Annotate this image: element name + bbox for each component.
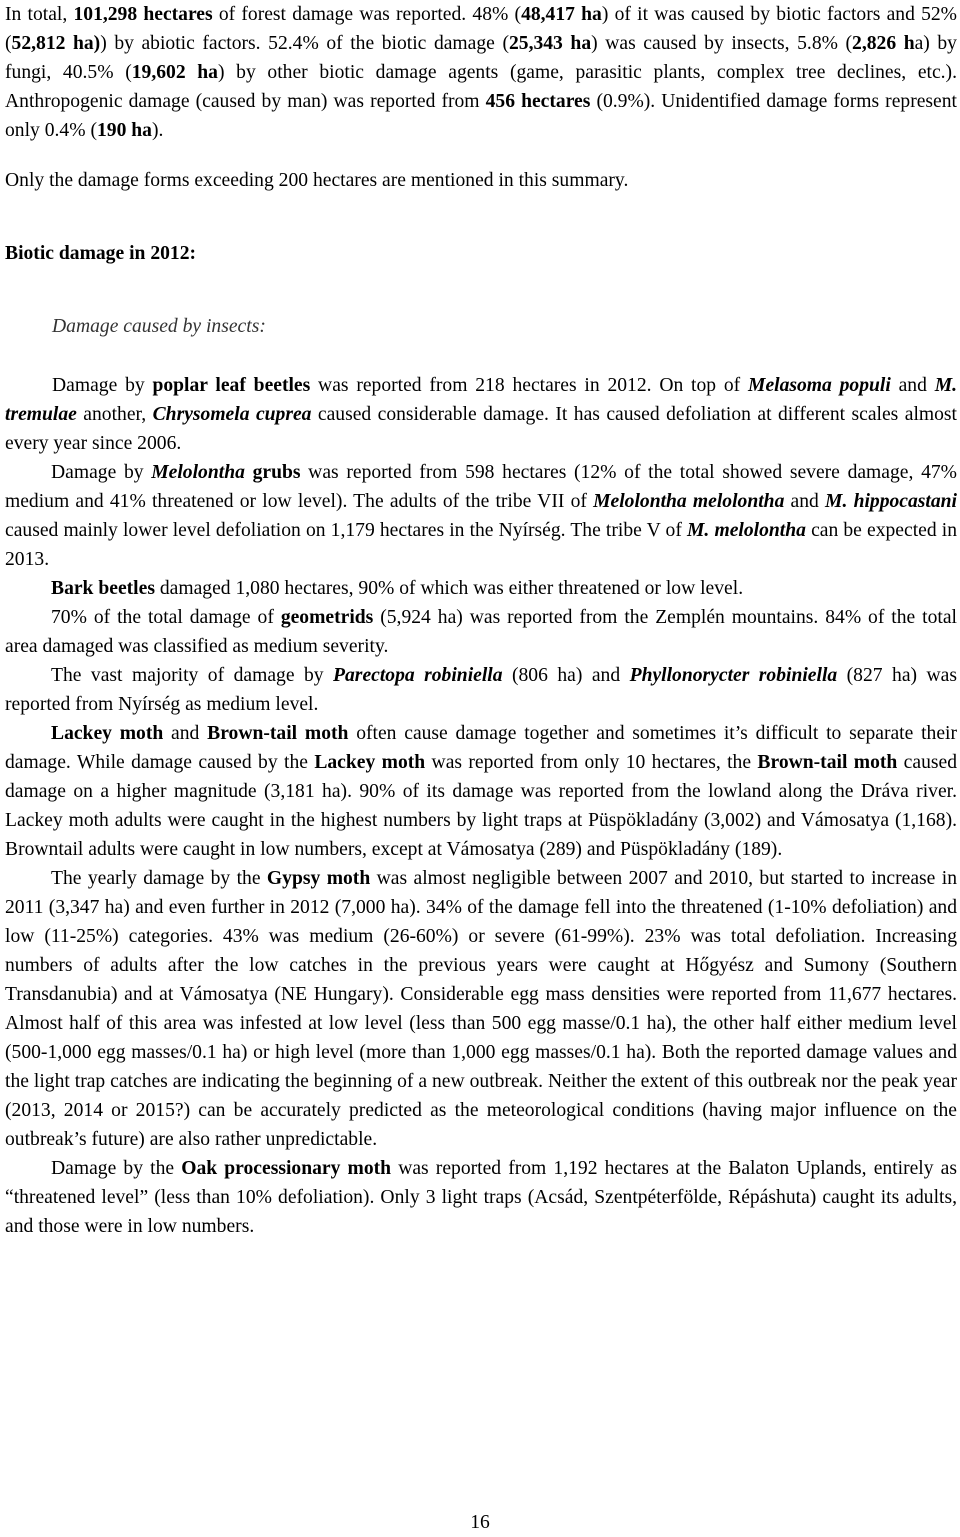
- page-number: 16: [470, 1512, 490, 1533]
- bark-beetles-paragraph: Bark beetles damaged 1,080 hectares, 90% of which was either threatened or low level.: [51, 578, 744, 599]
- text-run: M.: [934, 375, 958, 396]
- text-run: Brown-tail moth: [207, 723, 349, 744]
- section-heading: [5, 239, 957, 268]
- text-run: geometrids: [280, 607, 374, 628]
- text-run: Oak processionary moth: [181, 1158, 392, 1179]
- text-run: Bark beetles: [51, 578, 155, 599]
- sub-heading: Damage caused by insects:: [52, 316, 266, 337]
- text-run: grubs: [252, 462, 301, 483]
- poplar-leaf-beetles-paragraph: Damage by poplar leaf beetles was reported from 218 hectares in 2012. On top of Melasoma populi and M. tremulae another, Chrysomela cuprea caused considerable damage. It has caused defoliation at different scales almost every year since 2006.: [5, 375, 958, 454]
- geometrids-paragraph: 70% of the total damage of geometrids (5,924 ha) was reported from the Zemplén mountains. 84% of the total area damaged was classified as medium severity.: [5, 607, 957, 657]
- text-run: 48,417 ha: [521, 4, 602, 25]
- text-run: Lackey moth: [51, 723, 164, 744]
- text-run: Melasoma populi: [748, 375, 891, 396]
- gypsy-moth-paragraph: The yearly damage by the Gypsy moth was almost negligible between 2007 and 2010, but started to increase in 2011 (3,347 ha) and even further in 2012 (7,000 ha). 34% of the damage fell into the threatened (1-10% defoliation) and low (11-25%) categories. 43% was medium (26-60%) or severe (61-99%). 23% was total defoliation. Increasing numbers of adults after the low catches in the previous years were caught at Hőgyész and Sumony (Southern Transdanubia) and at Vámosatya (NE Hungary). Considerable egg mass densities were reported from 11,677 hectares. Almost half of this area was infested at low level (less than 500 egg masse/0.1 ha), the other half either medium level (500-1,000 egg masses/0.1 ha) or high level (more than 1,000 egg masses/0.1 ha). Both the reported damage values and the light trap catches are indicating the beginning of a new outbreak. Neither the extent of this outbreak nor the peak year (2013, 2014 or 2015?) can be accurately predicted as the meteorological conditions (having major influence on the outbreak’s future) are also rather unpredictable.: [5, 868, 957, 1150]
- oak-processionary-paragraph: Damage by the Oak processionary moth was reported from 1,192 hectares at the Balaton Uplands, entirely as “threatened level” (less than 10% defoliation). Only 3 light traps (Acsád, Szentpéterfölde, Répáshuta) caught its adults, and those were in low numbers.: [5, 1158, 957, 1237]
- text-run: M.: [687, 520, 710, 541]
- text-run: Phyllonorycter robiniella: [629, 665, 838, 686]
- text-run: 19,602 ha: [131, 62, 218, 83]
- text-run: tremulae: [5, 404, 77, 425]
- text-run: 456 hectares: [485, 91, 591, 112]
- melolontha-paragraph: Damage by Melolontha grubs was reported from 598 hectares (12% of the total showed severe damage, 47% medium and 41% threatened or low level). The adults of the tribe VII of Melolontha melolontha and M. hippocastani caused mainly lower level defoliation on 1,179 hectares in the Nyírség. The tribe V of M. melolontha can be expected in 2013.: [5, 462, 958, 570]
- text-run: Brown-tail moth: [757, 752, 898, 773]
- text-run: Melolontha melolontha: [593, 491, 785, 512]
- text-run: Parectopa robiniella: [333, 665, 503, 686]
- text-run: 190 ha: [96, 120, 152, 141]
- text-run: Melolontha: [151, 462, 245, 483]
- text-run: melolontha: [714, 520, 806, 541]
- text-run: Lackey moth: [314, 752, 426, 773]
- parectopa-paragraph: The vast majority of damage by Parectopa robiniella (806 ha) and Phyllonorycter robiniella (827 ha) was reported from Nyírség as medium level.: [5, 665, 957, 715]
- text-run: Gypsy moth: [266, 868, 371, 889]
- text-run: Chrysomela cuprea: [152, 404, 312, 425]
- text-run: M.: [825, 491, 848, 512]
- text-run: 25,343 ha: [508, 33, 592, 54]
- document-page: [5, 0, 957, 1241]
- text-run: 2,826 h: [852, 33, 915, 54]
- text-run: 101,298 hectares: [73, 4, 213, 25]
- text-run: Biotic damage in 2012:: [5, 243, 197, 264]
- intro-paragraph: In total, 101,298 hectares of forest damage was reported. 48% (48,417 ha) of it was caused by biotic factors and 52% (52,812 ha)) by abiotic factors. 52.4% of the biotic damage (25,343 ha) was caused by insects, 5.8% (2,826 ha) by fungi, 40.5% (19,602 ha) by other biotic damage agents (game, parasitic plants, complex tree declines, etc.). Anthropogenic damage (caused by man) was reported from 456 hectares (0.9%). Unidentified damage forms represent only 0.4% (190 ha).: [5, 4, 957, 141]
- text-run: poplar leaf beetles: [152, 375, 311, 396]
- summary-note: Only the damage forms exceeding 200 hectares are mentioned in this summary.: [5, 170, 629, 191]
- text-run: hippocastani: [853, 491, 957, 512]
- lackey-moth-paragraph: Lackey moth and Brown-tail moth often cause damage together and sometimes it’s difficult to separate their damage. While damage caused by the Lackey moth was reported from only 10 hectares, the Brown-tail moth caused damage on a higher magnitude (3,181 ha). 90% of its damage was reported from the lowland along the Dráva river. Lackey moth adults were caught in the highest numbers by light traps at Püspökladány (3,002) and Vámosatya (1,168). Browntail adults were caught in low numbers, except at Vámosatya (289) and Püspökladány (189).: [5, 723, 957, 860]
- text-run: 52,812 ha): [11, 33, 101, 54]
